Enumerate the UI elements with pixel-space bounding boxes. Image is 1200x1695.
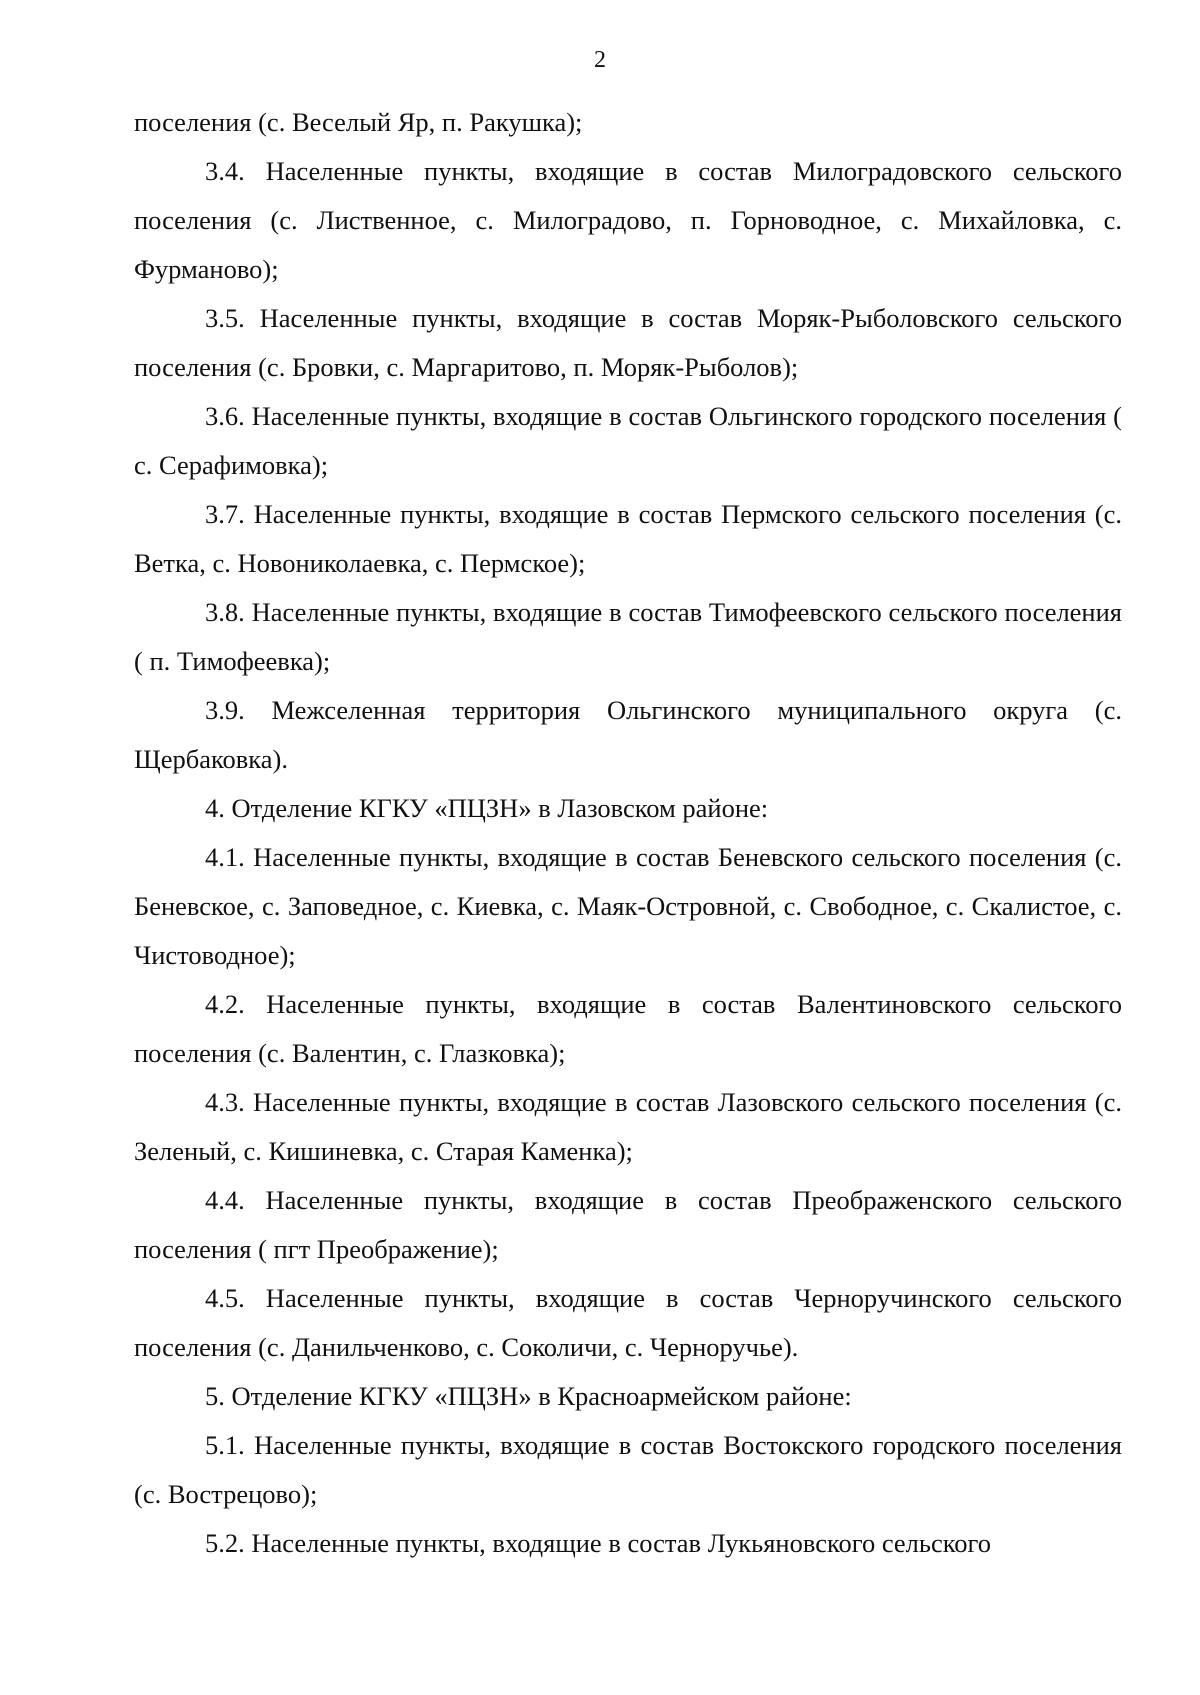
paragraph-5-1: 5.1. Населенные пункты, входящие в состав Востокского городского поселения (с. Вострецово);	[134, 1430, 1122, 1509]
document-body	[134, 98, 1122, 1568]
paragraph-continuation: поселения (с. Веселый Яр, п. Ракушка);	[134, 107, 583, 137]
paragraph-3-4: 3.4. Населенные пункты, входящие в состав Милоградовского сельского поселения (с. Лиственное, с. Милоградово, п. Горноводное, с. Михайловка, с. Фурманово);	[134, 156, 1122, 284]
paragraph-3-5: 3.5. Населенные пункты, входящие в состав Моряк-Рыболовского сельского поселения (с. Бровки, с. Маргаритово, п. Моряк-Рыболов);	[134, 303, 1122, 382]
paragraph-4-2: 4.2. Населенные пункты, входящие в состав Валентиновского сельского поселения (с. Валентин, с. Глазковка);	[134, 989, 1122, 1068]
page-number: 2	[594, 47, 606, 73]
paragraph-5-2: 5.2. Населенные пункты, входящие в состав Лукьяновского сельского	[205, 1528, 991, 1558]
paragraph-4-4: 4.4. Населенные пункты, входящие в состав Преображенского сельского поселения ( пгт Преображение);	[134, 1185, 1122, 1264]
paragraph-4-5: 4.5. Населенные пункты, входящие в состав Черноручинского сельского поселения (с. Данильченково, с. Соколичи, с. Черноручье).	[134, 1283, 1122, 1362]
section-heading-4: 4. Отделение КГКУ «ПЦЗН» в Лазовском районе:	[205, 793, 769, 823]
paragraph-3-8: 3.8. Населенные пункты, входящие в состав Тимофеевского сельского поселения ( п. Тимофеевка);	[134, 597, 1122, 676]
paragraph-3-9: 3.9. Межселенная территория Ольгинского муниципального округа (с. Щербаковка).	[134, 695, 1122, 774]
paragraph-4-3: 4.3. Населенные пункты, входящие в состав Лазовского сельского поселения (с. Зеленый, с. Кишиневка, с. Старая Каменка);	[134, 1087, 1122, 1166]
paragraph-4-1: 4.1. Населенные пункты, входящие в состав Беневского сельского поселения (с. Беневское, с. Заповедное, с. Киевка, с. Маяк-Островной, с. Свободное, с. Скалистое, с. Чистоводное);	[134, 842, 1122, 970]
section-heading-5: 5. Отделение КГКУ «ПЦЗН» в Красноармейском районе:	[205, 1381, 852, 1411]
paragraph-3-7: 3.7. Населенные пункты, входящие в состав Пермского сельского поселения (с. Ветка, с. Новониколаевка, с. Пермское);	[134, 499, 1122, 578]
paragraph-3-6: 3.6. Населенные пункты, входящие в состав Ольгинского городского поселения ( с. Серафимовка);	[134, 401, 1122, 480]
